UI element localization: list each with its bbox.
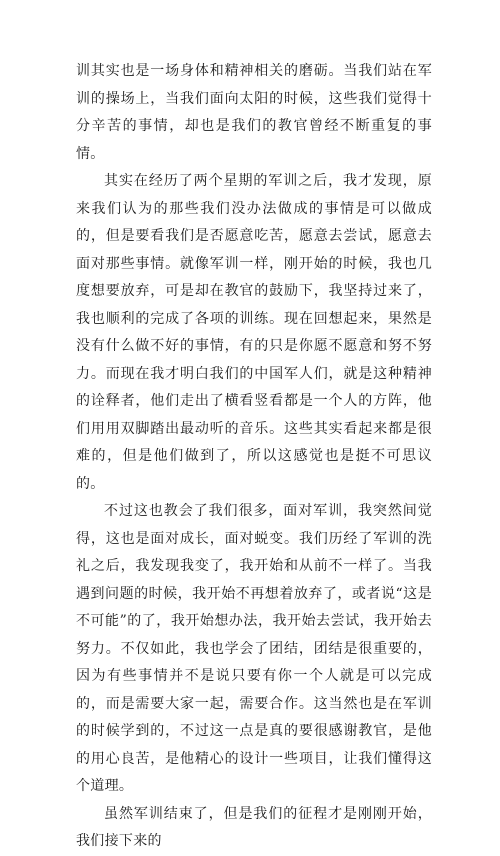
document-body xyxy=(76,58,432,856)
paragraph-2: 其实在经历了两个星期的军训之后，我才发现，原来我们认为的那些我们没办法做成的事情是可以做成的，但是要看我们是否愿意吃苦，愿意去尝试，愿意去面对那些事情。就像军训一样，刚开始的时候，我也几度想要放弃，可是却在教官的鼓励下，我坚持过来了，我也顺利的完成了各项的训练。现在回想起来，果然是没有什么做不好的事情，有的只是你愿不愿意和努不努力。而现在我才明白我们的中国军人们，就是这种精神的诠释者，他们走出了横看竖看都是一个人的方阵，他们用用双脚踏出最动听的音乐。这些其实看起来都是很难的，但是他们做到了，所以这感觉也是挺不可思议的。 xyxy=(76,173,432,492)
paragraph-1: 训其实也是一场身体和精神相关的磨砺。当我们站在军训的操场上，当我们面向太阳的时候，这些我们觉得十分辛苦的事情，却也是我们的教官曾经不断重复的事情。 xyxy=(76,63,432,162)
paragraph-4: 虽然军训结束了，但是我们的征程才是刚刚开始，我们接下来的 xyxy=(76,805,432,849)
paragraph-3: 不过这也教会了我们很多，面对军训，我突然间觉得，这也是面对成长，面对蜕变。我们历经了军训的洗礼之后，我发现我变了，我开始和从前不一样了。当我遇到问题的时候，我开始不再想着放弃了，或者说“这是不可能”的了，我开始想办法，我开始去尝试，我开始去努力。不仅如此，我也学会了团结，团结是很重要的，因为有些事情并不是说只要有你一个人就是可以完成的，而是需要大家一起，需要合作。这当然也是在军训的时候学到的，不过这一点是真的要很感谢教官，是他的用心良苦，是他精心的设计一些项目，让我们懂得这个道理。 xyxy=(76,503,432,794)
